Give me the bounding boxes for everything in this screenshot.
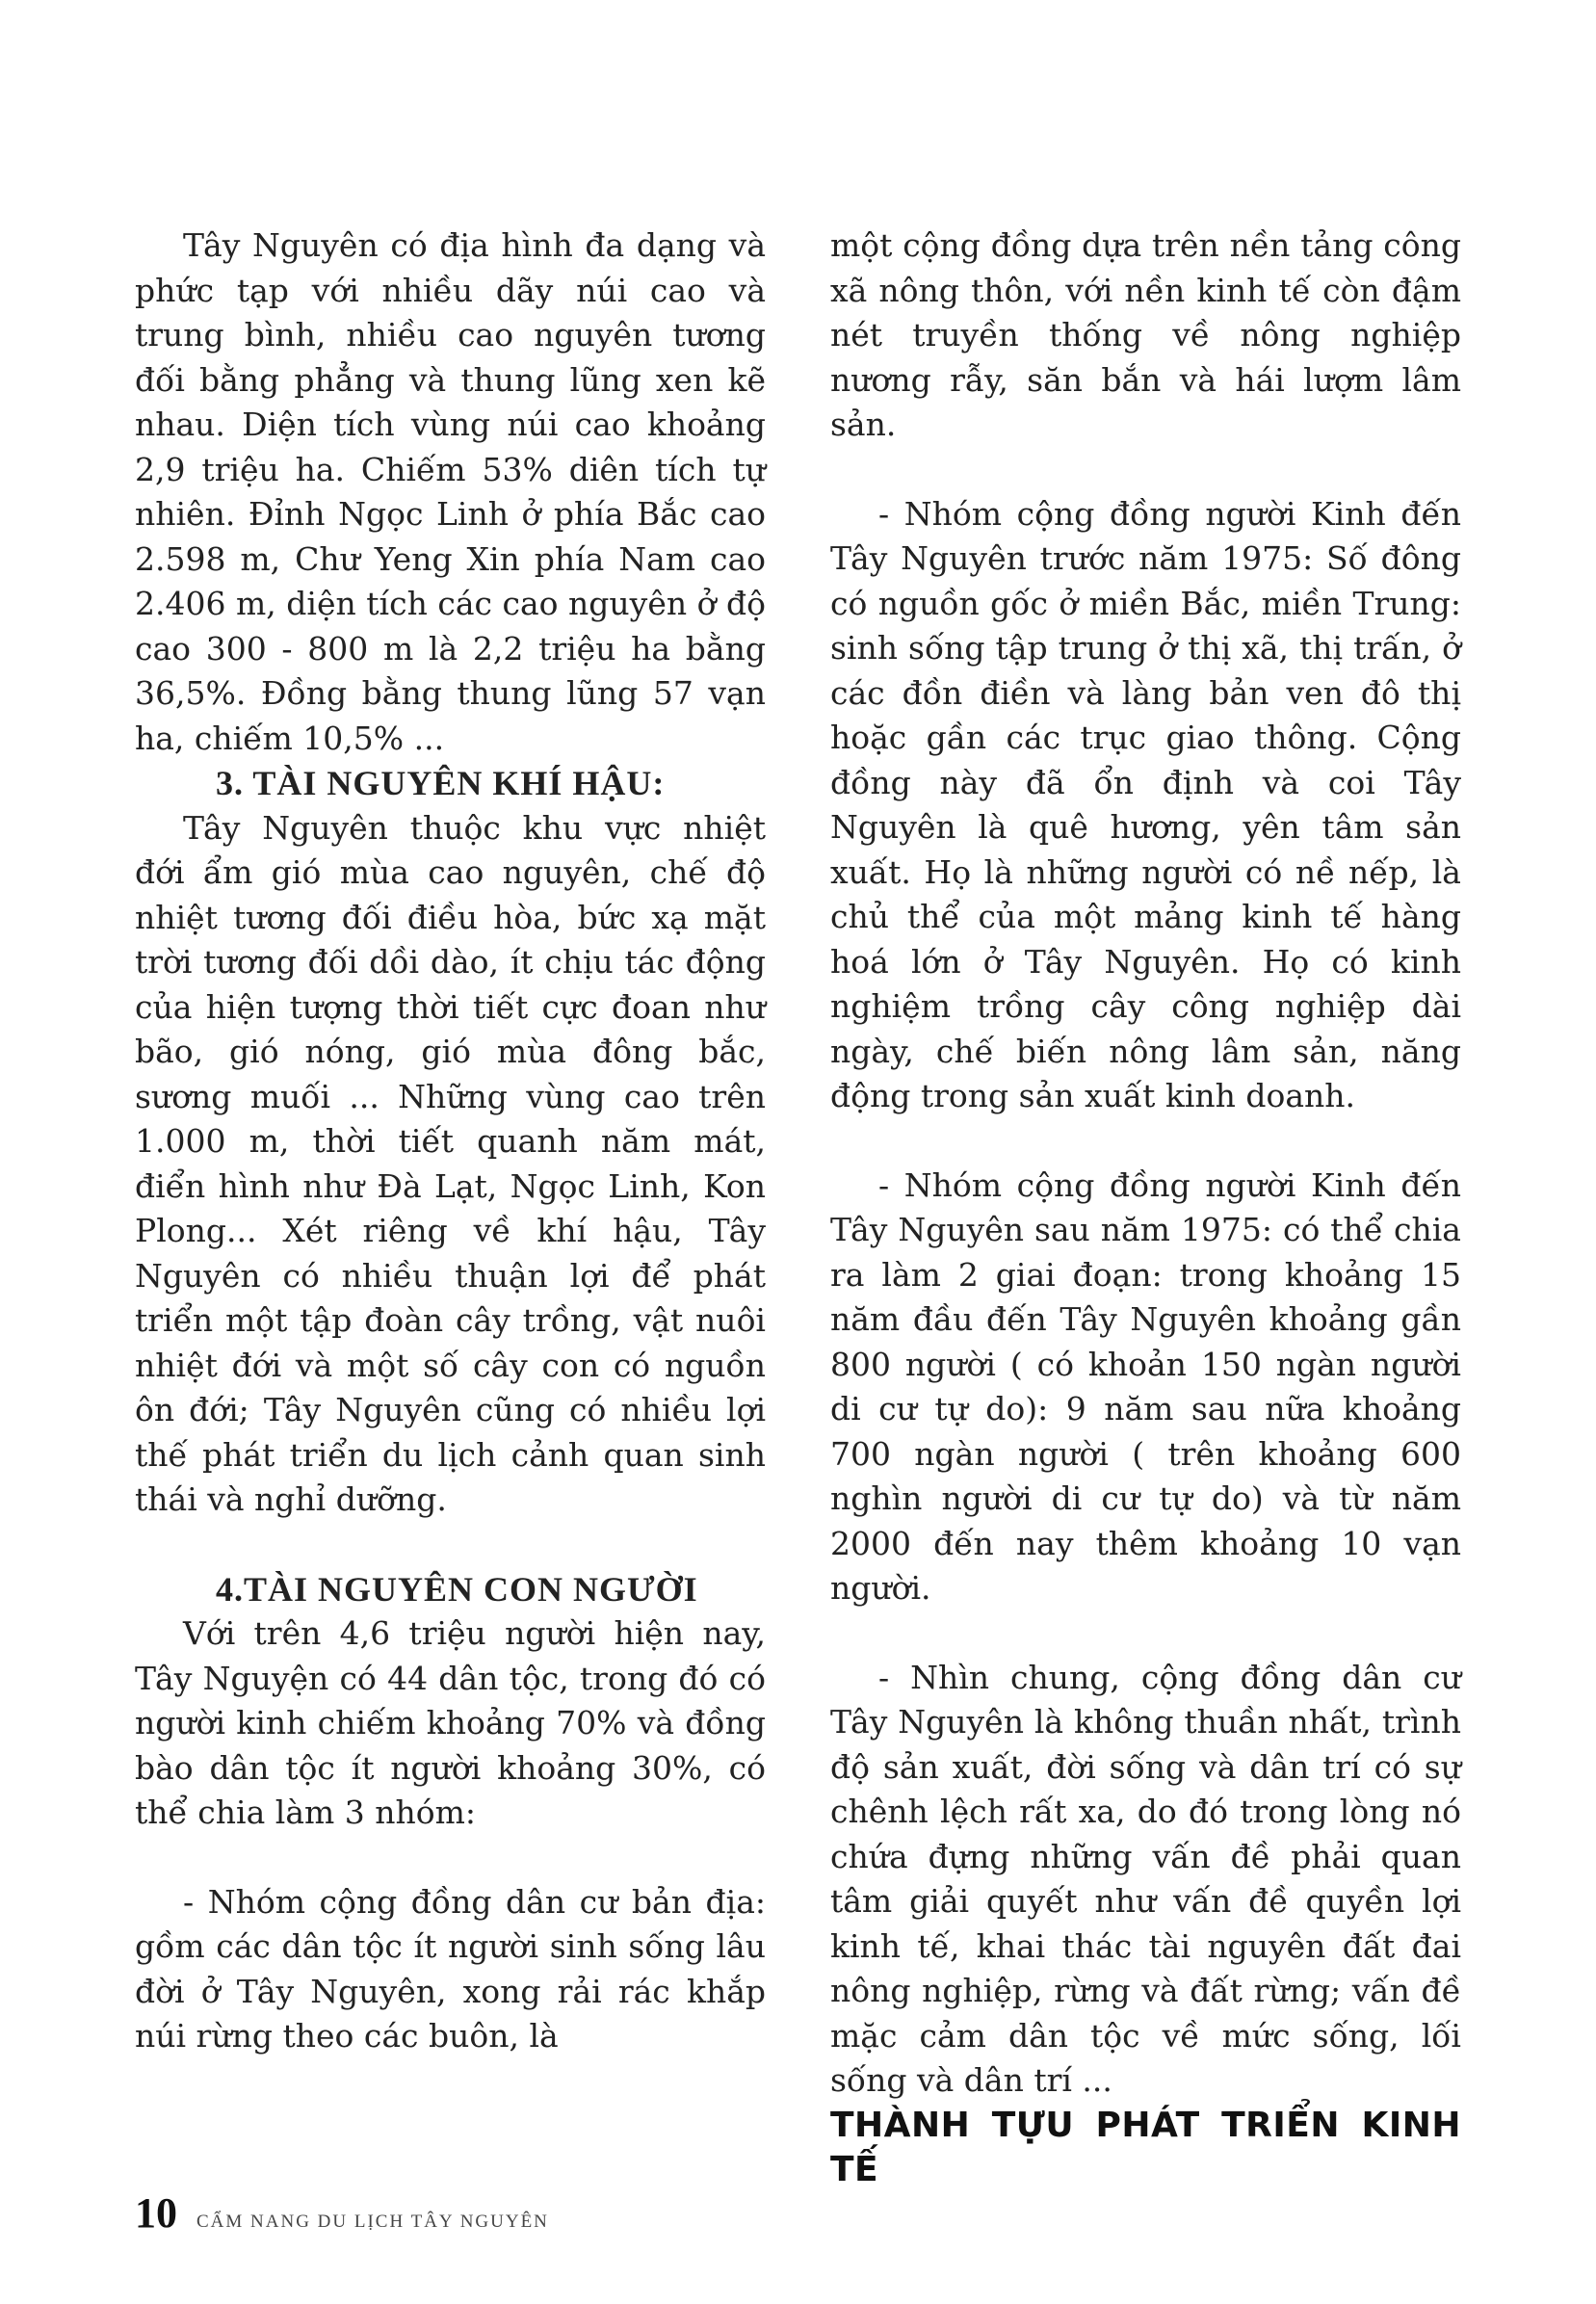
paragraph-population: Với trên 4,6 triệu người hiện nay, Tây Nguyện có 44 dân tộc, trong đó có người kinh chiếm khoảng 70% và đồng bào dân tộc ít người khoảng 30%, có thể chia làm 3 nhóm: [135, 1614, 766, 1831]
left-column [135, 223, 766, 2059]
paragraph-indigenous-continued: một cộng đồng dựa trên nền tảng công xã nông thôn, với nền kinh tế còn đậm nét truyền thống về nông nghiệp nương rẫy, săn bắn và hái lượm lâm sản. [830, 226, 1461, 443]
paragraph-kinh-after-1975: - Nhóm cộng đồng người Kinh đến Tây Nguyên sau năm 1975: có thể chia ra làm 2 giai đoạn: trong khoảng 15 năm đầu đến Tây Nguyên khoảng gần 800 người ( có khoản 150 ngàn người di cư tự do): 9 năm sau nữa khoảng 700 ngàn người ( trên khoảng 600 nghìn người di cư tự do) và từ năm 2000 đến nay thêm khoảng 10 vạn người. [830, 1165, 1461, 1607]
paragraph-indigenous-group: - Nhóm cộng đồng dân cư bản địa: gồm các dân tộc ít người sinh sống lâu đời ở Tây Nguyên, xong rải rác khắp núi rừng theo các buôn, là [135, 1882, 766, 2055]
page-footer [135, 2188, 549, 2238]
heading-climate-resources: 3. TÀI NGUYÊN KHÍ HẬU: [216, 764, 666, 802]
paragraph-terrain: Tây Nguyên có địa hình đa dạng và phức tạp với nhiều dãy núi cao và trung bình, nhiều cao nguyên tương đối bằng phẳng và thung lũng xen kẽ nhau. Diện tích vùng núi cao khoảng 2,9 triệu ha. Chiếm 53% diên tích tự nhiên. Đỉnh Ngọc Linh ở phía Bắc cao 2.598 m, Chư Yeng Xin phía Nam cao 2.406 m, diện tích các cao nguyên ở độ cao 300 - 800 m là 2,2 triệu ha bằng 36,5%. Đồng bằng thung lũng 57 vạn ha, chiếm 10,5% ... [135, 226, 766, 757]
running-title: CẨM NANG DU LỊCH TÂY NGUYÊN [196, 2212, 549, 2232]
paragraph-kinh-before-1975: - Nhóm cộng đồng người Kinh đến Tây Nguyên trước năm 1975: Số đông có nguồn gốc ở miền Bắc, miền Trung: sinh sống tập trung ở thị xã, thị trấn, ở các đồn điền và làng bản ven đô thị hoặc gần các trục giao thông. Cộng đồng này đã ổn định và coi Tây Nguyên là quê hương, yên tâm sản xuất. Họ là những người có nề nếp, là chủ thể của một mảng kinh tế hàng hoá lớn ở Tây Nguyên. Họ có kinh nghiệm trồng cây công nghiệp dài ngày, chế biến nông lâm sản, năng động trong sản xuất kinh doanh. [830, 494, 1461, 1114]
page-number: 10 [135, 2189, 177, 2237]
paragraph-climate: Tây Nguyên thuộc khu vực nhiệt đới ẩm gió mùa cao nguyên, chế độ nhiệt tương đối điều hòa, bức xạ mặt trời tương đối dồi dào, ít chịu tác động của hiện tượng thời tiết cực đoan như bão, gió nóng, gió mùa đông bắc, sương muối ... Những vùng cao trên 1.000 m, thời tiết quanh năm mát, điển hình như Đà Lạt, Ngọc Linh, Kon Plong... Xét riêng về khí hậu, Tây Nguyên có nhiều thuận lợi để phát triển một tập đoàn cây trồng, vật nuôi nhiệt đới và một số cây con có nguồn ôn đới; Tây Nguyên cũng có nhiều lợi thế phát triển du lịch cảnh quan sinh thái và nghỉ dưỡng. [135, 808, 766, 1518]
heading-economic-achievements: THÀNH TỰU PHÁT TRIỂN KINH TẾ [830, 2105, 1461, 2189]
heading-human-resources: 4.TÀI NGUYÊN CON NGƯỜI [216, 1569, 698, 1609]
paragraph-overview: - Nhìn chung, cộng đồng dân cư Tây Nguyên là không thuần nhất, trình độ sản xuất, đời sống và dân trí có sự chênh lệch rất xa, do đó trong lòng nó chứa đựng những vấn đề phải quan tâm giải quyết như vấn đề quyền lợi kinh tế, khai thác tài nguyên đất đai nông nghiệp, rừng và đất rừng; vấn đề mặc cảm dân tộc về mức sống, lối sống và dân trí ... [830, 1658, 1461, 2099]
right-column [830, 223, 1461, 2192]
